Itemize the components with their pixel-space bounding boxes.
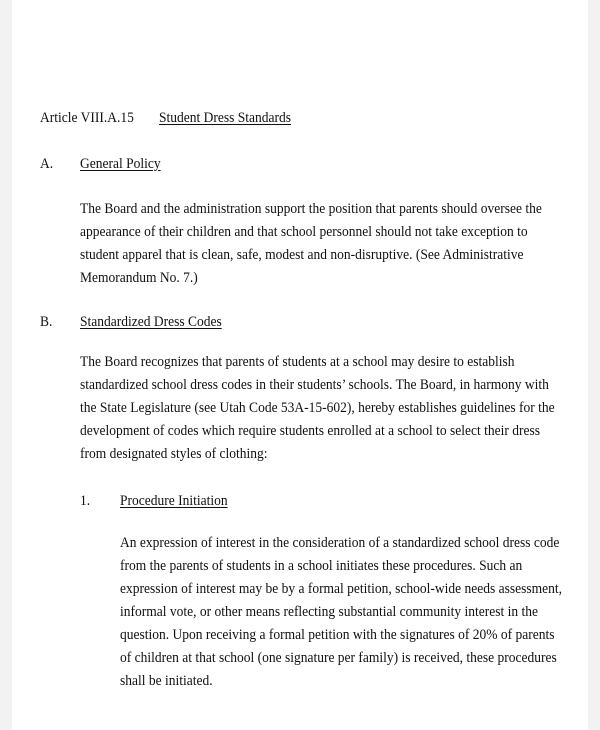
paragraph-line: The Board and the administration support the position that parents should oversee the <box>80 201 542 217</box>
subsection-1-marker: 1. <box>80 493 91 509</box>
paragraph-line: standardized school dress codes in their students’ schools. The Board, in harmony with <box>80 377 549 393</box>
subsection-1-heading: Procedure Initiation <box>120 493 228 509</box>
subsection-1-paragraph <box>120 532 588 693</box>
paragraph-line: of children at that school (one signature per family) is received, these procedures <box>120 650 557 666</box>
paragraph-line: An expression of interest in the consideration of a standardized school dress code <box>120 535 560 551</box>
section-b-marker: B. <box>40 314 53 330</box>
paragraph-line: student apparel that is clean, safe, modest and non-disruptive. (See Administrative <box>80 247 524 263</box>
paragraph-line: development of codes which require students enrolled at a school to select their dress <box>80 423 540 439</box>
paragraph-line: from the parents of students in a school initiates these procedures. Such an <box>120 558 523 574</box>
section-a-marker: A. <box>40 156 54 172</box>
section-b-paragraph <box>80 351 588 466</box>
section-b-heading: Standardized Dress Codes <box>80 314 222 330</box>
section-a-heading: General Policy <box>80 156 161 172</box>
paragraph-line: from designated styles of clothing: <box>80 446 268 462</box>
paragraph-line: Memorandum No. 7.) <box>80 270 198 286</box>
section-a-paragraph <box>80 198 588 290</box>
paragraph-line: expression of interest may be by a formal petition, school-wide needs assessment, <box>120 581 563 597</box>
paragraph-line: appearance of their children and that school personnel should not take exception to <box>80 224 528 240</box>
paragraph-line: The Board recognizes that parents of students at a school may desire to establish <box>80 354 515 370</box>
paragraph-line: the State Legislature (see Utah Code 53A-15-602), hereby establishes guidelines for the <box>80 400 555 416</box>
paragraph-line: shall be initiated. <box>120 673 213 689</box>
paragraph-line: informal vote, or other means reflecting substantial community interest in the <box>120 604 539 620</box>
article-number: Article VIII.A.15 <box>40 110 134 126</box>
paragraph-line: question. Upon receiving a formal petition with the signatures of 20% of parents <box>120 627 555 643</box>
document-page <box>12 0 588 730</box>
article-title: Student Dress Standards <box>159 110 291 126</box>
